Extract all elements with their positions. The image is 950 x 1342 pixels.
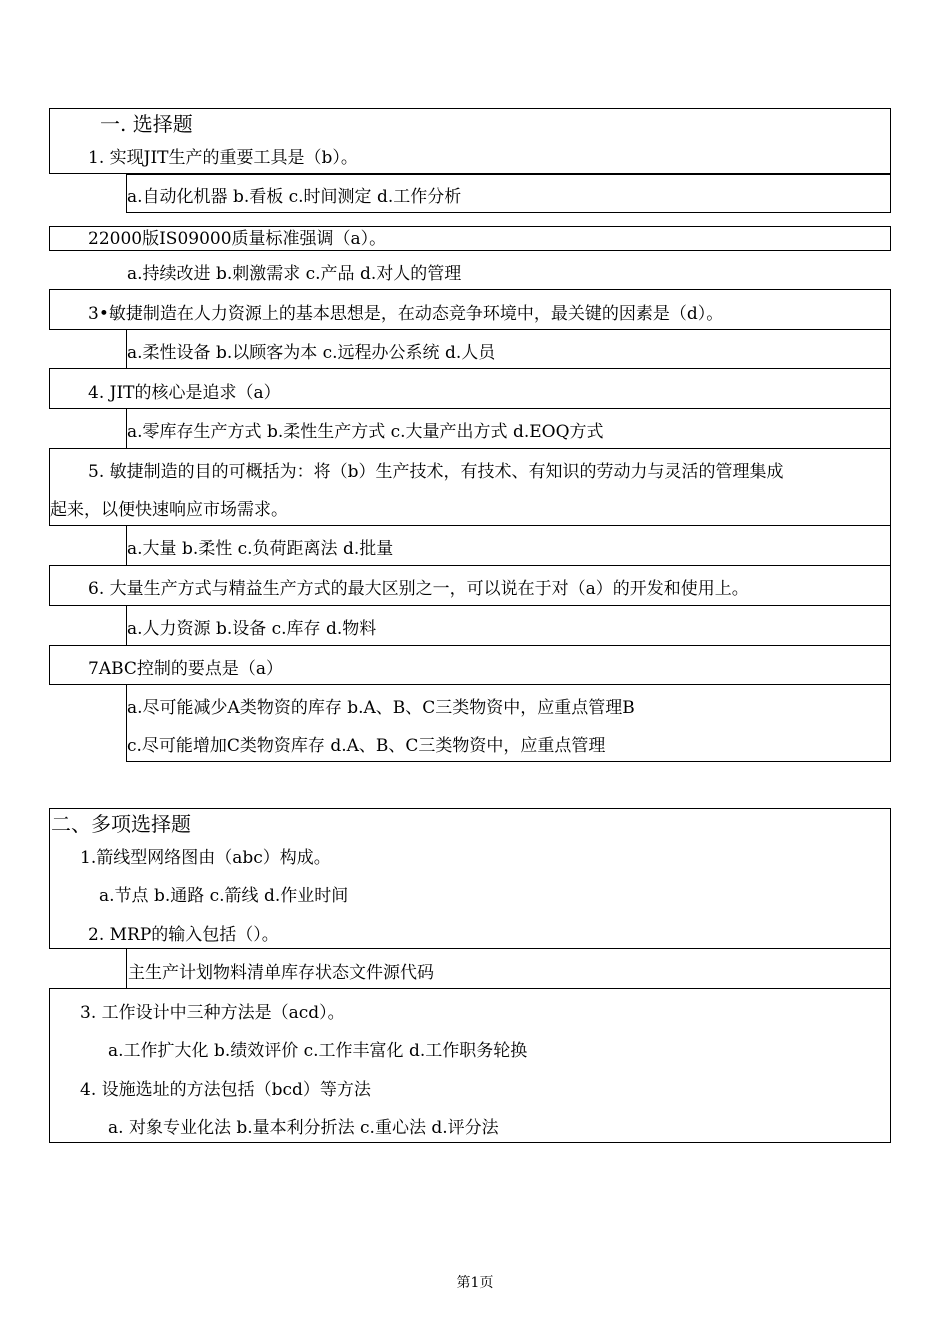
q6-options: a.人力资源 b.设备 c.库存 d.物料 xyxy=(127,619,377,639)
q5-options: a.大量 b.柔性 c.负荷距离法 d.批量 xyxy=(127,539,394,559)
q1-options: a.自动化机器 b.看板 c.时间测定 d.工作分析 xyxy=(127,187,462,207)
s2-q1-text: 1.箭线型网络图由（abc）构成。 xyxy=(80,848,331,868)
q4-text: 4. JIT的核心是追求（a） xyxy=(88,383,281,403)
q4-options: a.零库存生产方式 b.柔性生产方式 c.大量产出方式 d.EOQ方式 xyxy=(127,422,604,442)
s2-q3-options: a.工作扩大化 b.绩效评价 c.工作丰富化 d.工作职务轮换 xyxy=(108,1041,528,1061)
q6-text: 6. 大量生产方式与精益生产方式的最大区别之一，可以说在于对（a）的开发和使用上。 xyxy=(88,579,749,599)
page-number: 第1页 xyxy=(456,1275,494,1291)
s2-q2-text: 2. MRP的输入包括（）。 xyxy=(88,925,279,945)
q1-text: 1. 实现JIT生产的重要工具是（b）。 xyxy=(88,148,358,168)
s2-q4-options: a. 对象专业化法 b.量本利分折法 c.重心法 d.评分法 xyxy=(108,1118,499,1138)
s2-q4-text: 4. 设施选址的方法包括（bcd）等方法 xyxy=(80,1080,371,1100)
q2-options: a.持续改进 b.刺激需求 c.产品 d.对人的管理 xyxy=(127,264,462,284)
q5-line1: 5. 敏捷制造的目的可概括为：将（b）生产技术，有技术、有知识的劳动力与灵活的管理集成 xyxy=(88,462,784,482)
q7-options1: a.尽可能减少A类物资的库存 b.A、B、C三类物资中，应重点管理B xyxy=(127,698,635,718)
s2-q2-options: 主生产计划物料清单库存状态文件源代码 xyxy=(128,963,434,983)
q7-options2: c.尽可能增加C类物资库存 d.A、B、C三类物资中，应重点管理 xyxy=(127,736,606,756)
section1-title: 一. 选择题 xyxy=(100,112,193,136)
s2-q1-options: a.节点 b.通路 c.箭线 d.作业时间 xyxy=(99,886,349,906)
s2-q3-text: 3. 工作设计中三种方法是（acd）。 xyxy=(80,1003,345,1023)
q3-options: a.柔性设备 b.以顾客为本 c.远程办公系统 d.人员 xyxy=(127,343,496,363)
q5-line2: 起来，以便快速响应市场需求。 xyxy=(50,500,288,520)
q3-text: 3•敏捷制造在人力资源上的基本思想是，在动态竞争环境中，最关键的因素是（d）。 xyxy=(88,304,724,324)
section2-title: 二、多项选择题 xyxy=(51,812,191,836)
q2-text: 22000版IS09000质量标准强调（a）。 xyxy=(88,229,387,249)
q7-text: 7ABC控制的要点是（a） xyxy=(88,659,284,679)
